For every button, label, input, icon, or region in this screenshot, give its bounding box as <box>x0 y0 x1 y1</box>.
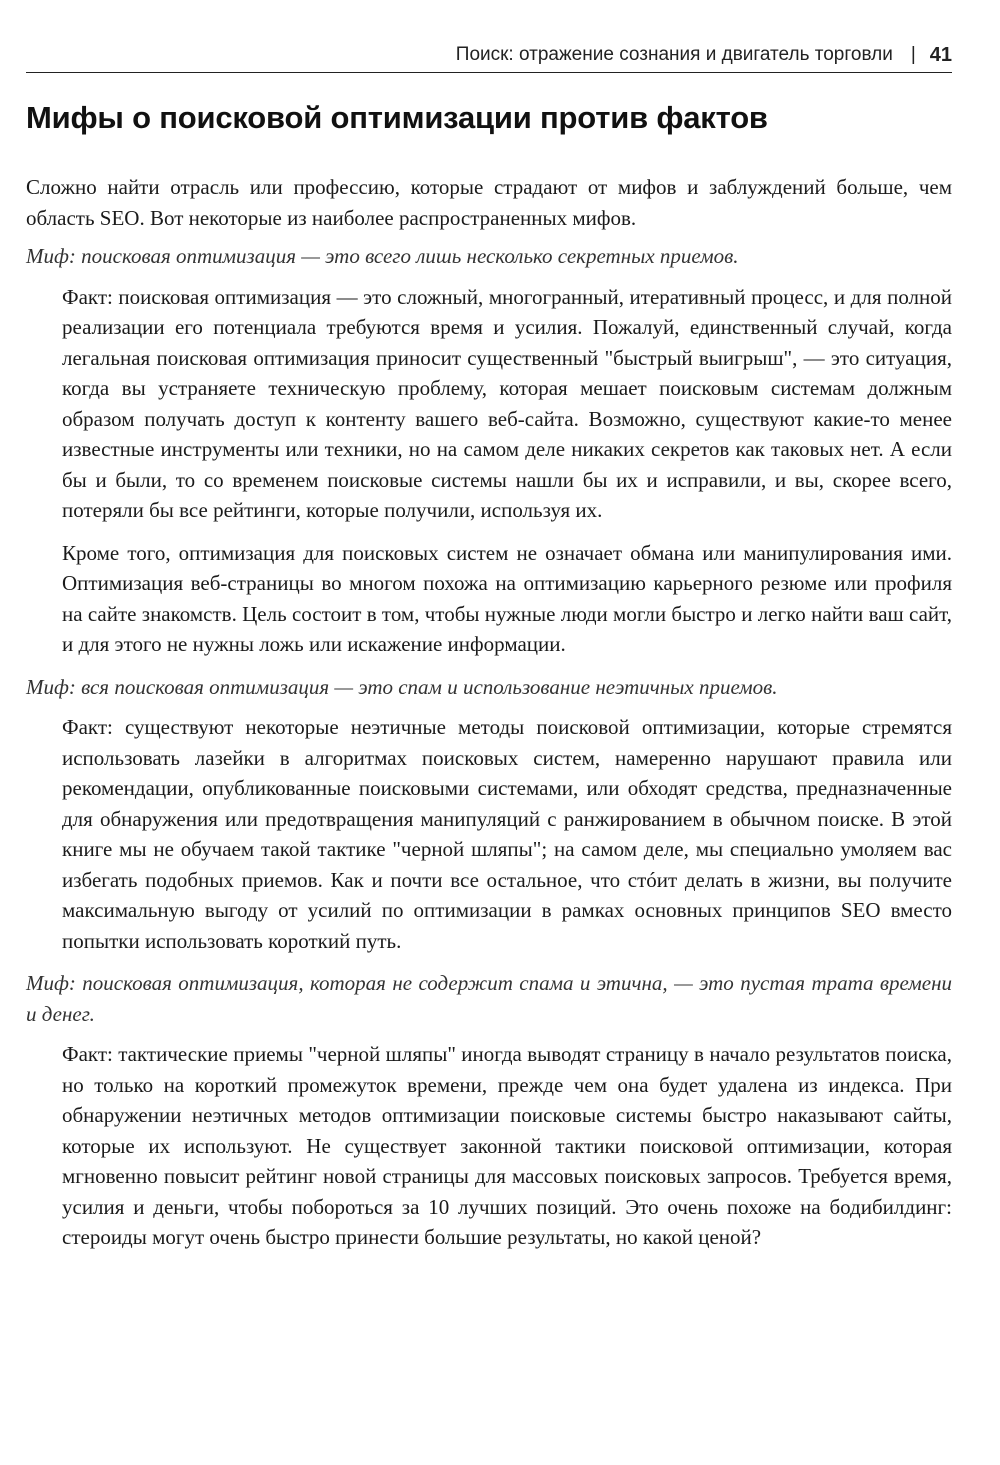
body-text <box>26 172 952 1265</box>
myth-statement: Миф: вся поисковая оптимизация — это спам и использование неэтичных приемов. <box>26 674 778 699</box>
fact-paragraph: Факт: тактические приемы "черной шляпы" иногда выводят страницу в начало результатов поиска, но только на короткий промежуток времени, прежде чем она будет удалена из индекса. При обнаружении неэтичных методов оптимизации поисковые системы быстро наказывают сайты, которые их используют. Не существует законной тактики поисковой оптимизации, которая мгновенно повысит рейтинг новой страницы для массовых поисковых запросов. Требуется время, усилия и деньги, чтобы побороться за 10 лучших позиций. Это очень похоже на бодибилдинг: стероиды могут очень быстро принести большие результаты, но какой ценой? <box>62 1042 952 1249</box>
chapter-title: Поиск: отражение сознания и двигатель торговли <box>455 44 893 65</box>
intro-paragraph: Сложно найти отрасль или профессию, которые страдают от мифов и заблуждений больше, чем область SEO. Вот некоторые из наиболее распространенных мифов. <box>26 175 952 230</box>
section-title: Мифы о поисковой оптимизации против фактов <box>26 100 768 135</box>
fact-paragraph: Кроме того, оптимизация для поисковых систем не означает обмана или манипулирования ими. Оптимизация веб-страницы во многом похожа на оптимизацию карьерного резюме или профиля на сайте знакомств. Цель состоит в том, чтобы нужные люди могли быстро и легко найти ваш сайт, и для этого не нужны ложь или искажение информации. <box>62 540 952 656</box>
page-number: 41 <box>929 44 952 66</box>
header-separator: | <box>910 44 916 65</box>
myth-statement: Миф: поисковая оптимизация, которая не содержит спама и этична, — это пустая трата времени и денег. <box>26 971 952 1026</box>
fact-paragraph: Факт: существуют некоторые неэтичные методы поисковой оптимизации, которые стремятся использовать лазейки в алгоритмах поисковых систем, намеренно нарушают правила или рекомендации, опубликованные поисковыми системами, или обходят средства, предназначенные для обнаружения или предотвращения манипуляций с ранжированием в обычном поиске. В этой книге мы не обучаем такой тактике "черной шляпы"; на самом деле, мы специально умоляем вас избегать подобных приемов. Как и почти все остальное, что стóит делать в жизни, вы получите максимальную выгоду от усилий по оптимизации в рамках основных принципов SEO вместо попытки использовать короткий путь. <box>62 715 952 953</box>
fact-paragraph: Факт: поисковая оптимизация — это сложный, многогранный, итеративный процесс, и для полной реализации его потенциала требуются время и усилия. Пожалуй, единственный случай, когда легальная поисковая оптимизация приносит существенный "быстрый выигрыш", — это ситуация, когда вы устраняете техническую проблему, которая мешает поисковым системам должным образом получать доступ к контенту вашего веб-сайта. Возможно, существуют какие-то менее известные инструменты или техники, но на самом деле никаких секретов как таковых нет. А если бы и были, то со временем поисковые системы нашли бы их и исправили, и вы, скорее всего, потеряли бы все рейтинги, которые получили, используя их. <box>62 284 952 522</box>
myth-statement: Миф: поисковая оптимизация — это всего лишь несколько секретных приемов. <box>26 244 739 268</box>
running-header <box>26 44 952 73</box>
